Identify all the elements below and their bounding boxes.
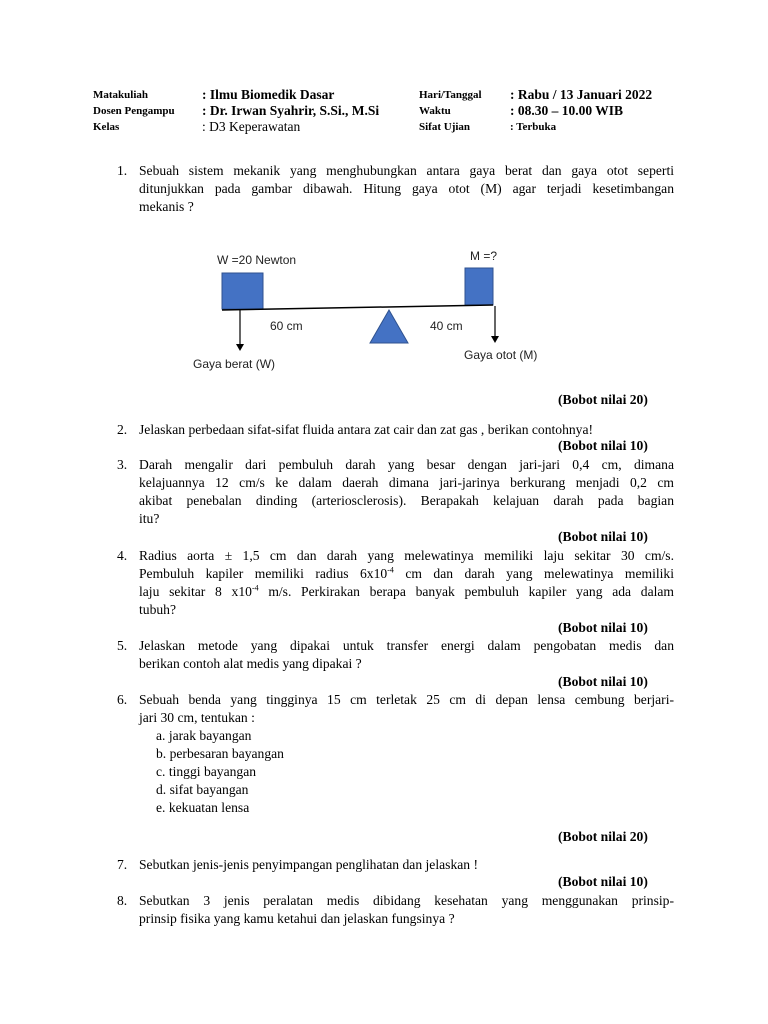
- question-number: 1.: [117, 163, 128, 178]
- sifat-label: Sifat Ujian: [419, 121, 471, 133]
- sifat-value: : Terbuka: [510, 121, 557, 133]
- weight-arrow-head: [236, 344, 244, 351]
- question-number: 6.: [117, 692, 128, 707]
- question-line: prinsip fisika yang kamu ketahui dan jelaskan fungsinya ?: [139, 911, 455, 926]
- option-d: d. sifat bayangan: [156, 782, 249, 797]
- header-row-2: [93, 103, 693, 119]
- text-segment: cm dan darah yang melewatinya memiliki: [393, 566, 674, 581]
- bobot-q4: (Bobot nilai 10): [558, 620, 648, 635]
- muscle-arrow-head: [491, 336, 499, 343]
- option-e: e. kekuatan lensa: [156, 800, 250, 815]
- bobot-q5: (Bobot nilai 10): [558, 674, 648, 689]
- weight-label: W =20 Newton: [217, 253, 297, 267]
- question-text: [139, 162, 674, 216]
- question-number: 4.: [117, 548, 128, 563]
- bobot-q6: (Bobot nilai 20): [558, 829, 648, 844]
- question-line: tubuh?: [139, 602, 176, 617]
- question-text: [139, 892, 674, 928]
- option-c: c. tinggi bayangan: [156, 764, 257, 779]
- kelas-label: Kelas: [93, 121, 120, 133]
- question-line: Sebuah benda yang tingginya 15 cm terletak 25 cm di depan lensa cembung berjari-: [139, 692, 674, 707]
- question-text: [139, 691, 674, 727]
- dosen-label: Dosen Pengampu: [93, 105, 175, 117]
- question-line: itu?: [139, 511, 160, 526]
- bobot-q7: (Bobot nilai 10): [558, 874, 648, 889]
- question-line: [139, 583, 674, 601]
- question-number: 8.: [117, 893, 128, 908]
- exam-header: [93, 87, 693, 135]
- lever-diagram: [190, 244, 538, 379]
- waktu-value: : 08.30 – 10.00 WIB: [510, 103, 624, 118]
- pivot-triangle: [370, 310, 408, 343]
- bobot-q2: (Bobot nilai 10): [558, 438, 648, 453]
- question-text: [139, 856, 674, 874]
- question-line: Radius aorta ± 1,5 cm dan darah yang melewatinya memiliki laju sekitar 30 cm/s.: [139, 548, 674, 563]
- muscle-label: M =?: [470, 249, 498, 263]
- question-line: Jelaskan metode yang dipakai untuk transfer energi dalam pengobatan medis dan: [139, 638, 674, 653]
- bobot-q3: (Bobot nilai 10): [558, 529, 648, 544]
- header-row-1: [93, 87, 693, 103]
- right-distance-label: 40 cm: [430, 319, 463, 333]
- header-row-3: [93, 119, 693, 135]
- question-line: ditunjukkan pada gambar dibawah. Hitung gaya otot (M) agar terjadi kesetimbangan: [139, 181, 674, 196]
- question-line: kelajuannya 12 cm/s ke dalam daerah dimana jari-jarinya berkurang menjadi 0,2 cm: [139, 475, 674, 490]
- exponent: -4: [251, 583, 259, 593]
- question-line: mekanis ?: [139, 199, 194, 214]
- text-segment: laju sekitar 8 x10: [139, 584, 252, 599]
- option-a: a. jarak bayangan: [156, 728, 252, 743]
- muscle-block: [465, 268, 493, 305]
- question-text: [139, 637, 674, 673]
- bobot-q1: (Bobot nilai 20): [558, 392, 648, 407]
- kelas-value: : D3 Keperawatan: [202, 119, 301, 134]
- question-number: 2.: [117, 422, 128, 437]
- exponent: -4: [387, 565, 394, 575]
- question-text: [139, 456, 674, 528]
- question-text: [139, 421, 674, 439]
- dosen-value: : Dr. Irwan Syahrir, S.Si., M.Si: [202, 103, 380, 118]
- weight-force-label: Gaya berat (W): [193, 357, 276, 371]
- option-b: b. perbesaran bayangan: [156, 746, 284, 761]
- matakuliah-value: : Ilmu Biomedik Dasar: [202, 87, 335, 102]
- left-distance-label: 60 cm: [270, 319, 303, 333]
- question-line: jari 30 cm, tentukan :: [139, 710, 255, 725]
- text-segment: m/s. Perkirakan berapa banyak pembuluh kapiler yang ada dalam: [258, 584, 674, 599]
- question-line: [139, 565, 674, 583]
- matakuliah-label: Matakuliah: [93, 89, 149, 101]
- text-segment: Pembuluh kapiler memiliki radius 6x10: [139, 566, 388, 581]
- weight-block: [222, 273, 263, 309]
- hari-value: : Rabu / 13 Januari 2022: [510, 87, 653, 102]
- question-line: akibat penebalan dinding (arteriosclerosis). Berapakah kelajuan darah pada bagian: [139, 493, 674, 508]
- question-line: Darah mengalir dari pembuluh darah yang besar dengan jari-jari 0,4 cm, dimana: [139, 457, 674, 472]
- muscle-force-label: Gaya otot (M): [464, 348, 538, 362]
- waktu-label: Waktu: [419, 105, 451, 117]
- question-line: Jelaskan perbedaan sifat-sifat fluida antara zat cair dan zat gas , berikan contohnya!: [139, 422, 594, 437]
- question-line: Sebutkan 3 jenis peralatan medis dibidang kesehatan yang menggunakan prinsip-: [139, 893, 674, 908]
- question-line: Sebutkan jenis-jenis penyimpangan penglihatan dan jelaskan !: [139, 857, 478, 872]
- question-line: Sebuah sistem mekanik yang menghubungkan antara gaya berat dan gaya otot seperti: [139, 163, 674, 178]
- question-number: 5.: [117, 638, 128, 653]
- question-line: berikan contoh alat medis yang dipakai ?: [139, 656, 362, 671]
- hari-label: Hari/Tanggal: [419, 89, 482, 101]
- question-number: 7.: [117, 857, 128, 872]
- question-number: 3.: [117, 457, 128, 472]
- question-text: [139, 547, 674, 619]
